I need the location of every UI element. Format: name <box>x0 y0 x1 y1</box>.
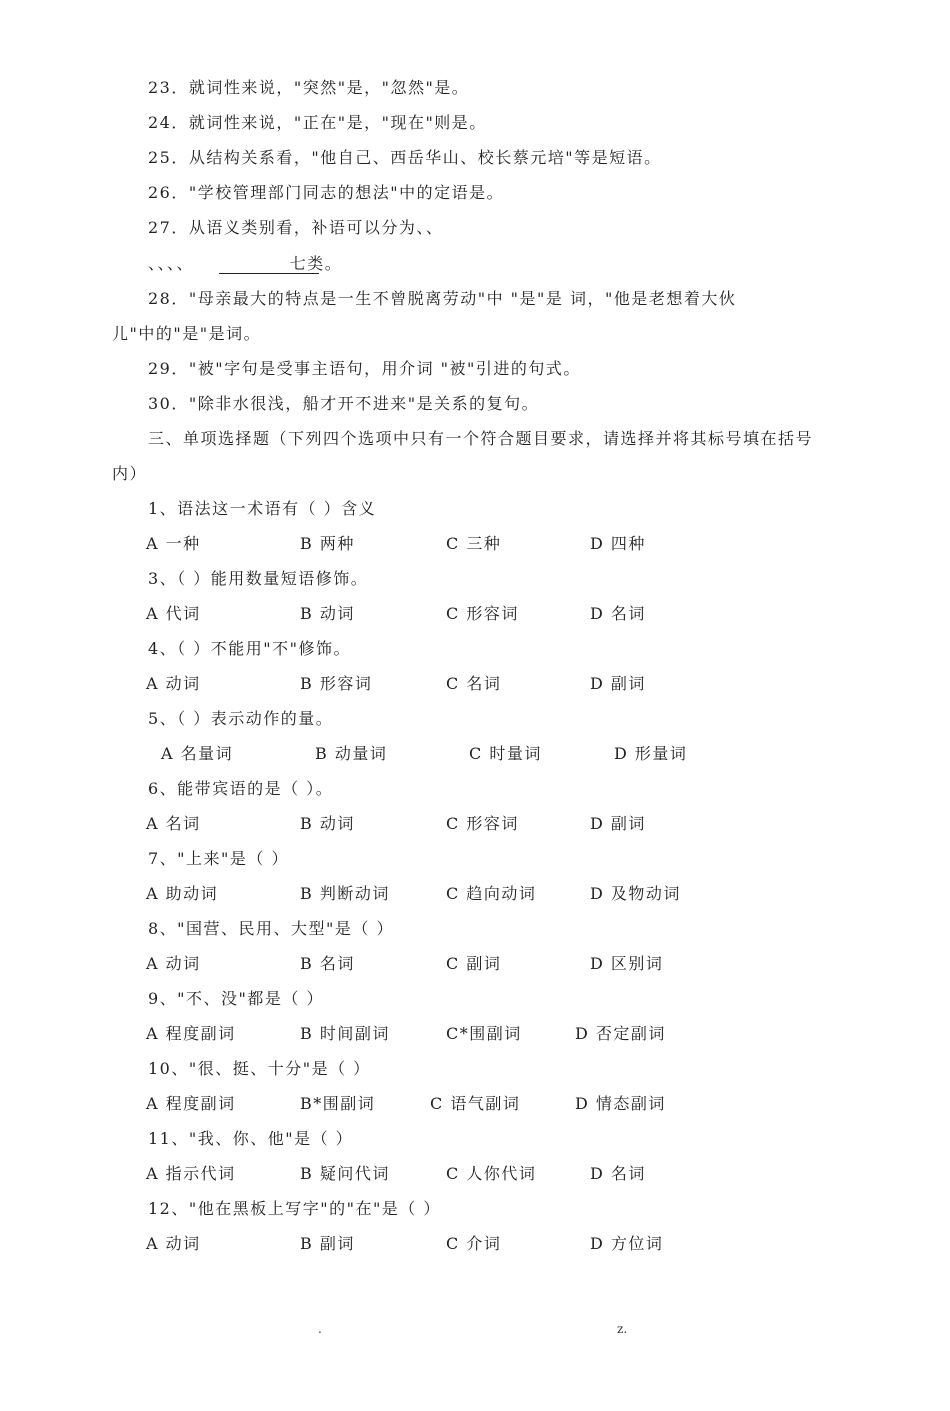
mc-question-4-option-d: D 副词 <box>590 674 646 693</box>
mc-question-11-stem: 11、"我、你、他"是（ ） <box>148 1129 354 1148</box>
mc-question-12-stem: 12、"他在黑板上写字"的"在"是（ ） <box>148 1199 441 1218</box>
mc-question-6-option-a: A 名词 <box>146 814 201 833</box>
mc-question-12-option-b: B 副词 <box>300 1234 355 1253</box>
question-27-suffix: 七类。 <box>289 254 343 273</box>
mc-question-5-option-a: A 名量词 <box>161 744 234 763</box>
mc-question-9-option-b: B 时间副词 <box>300 1024 390 1043</box>
mc-question-11-option-a: A 指示代词 <box>146 1164 236 1183</box>
question-27-commas: 、、、、 <box>148 254 195 273</box>
section-heading-cont: 内） <box>112 464 148 483</box>
mc-question-4-option-c: C 名词 <box>446 674 502 693</box>
mc-question-11-option-b: B 疑问代词 <box>300 1164 390 1183</box>
mc-question-10-stem: 10、"很、挺、十分"是（ ） <box>148 1059 371 1078</box>
mc-question-8-option-c: C 副词 <box>446 954 502 973</box>
mc-question-7-option-c: C 趋向动词 <box>446 884 537 903</box>
mc-question-4-option-a: A 动词 <box>146 674 201 693</box>
question-26: 26．"学校管理部门同志的想法"中的定语是。 <box>148 183 505 202</box>
mc-question-3-option-d: D 名词 <box>590 604 646 623</box>
mc-question-5-option-b: B 动量词 <box>315 744 388 763</box>
mc-question-11-option-c: C 人你代词 <box>446 1164 537 1183</box>
mc-question-3-option-c: C 形容词 <box>446 604 519 623</box>
mc-question-1-stem: 1、语法这一术语有（ ）含义 <box>148 499 377 518</box>
mc-question-10-option-a: A 程度副词 <box>146 1094 236 1113</box>
question-28-line2: 儿"中的"是"是词。 <box>112 324 262 343</box>
mc-question-4-option-b: B 形容词 <box>300 674 373 693</box>
mc-question-7-stem: 7、"上来"是（ ） <box>148 849 289 868</box>
mc-question-7-option-d: D 及物动词 <box>590 884 681 903</box>
question-25: 25．从结构关系看，"他自己、西岳华山、校长蔡元培"等是短语。 <box>148 148 662 167</box>
mc-question-10-option-d: D 情态副词 <box>575 1094 666 1113</box>
question-30: 30．"除非水很浅，船才开不进来"是关系的复句。 <box>148 394 540 413</box>
mc-question-1-option-d: D 四种 <box>590 534 646 553</box>
mc-question-12-option-a: A 动词 <box>146 1234 201 1253</box>
question-29: 29．"被"字句是受事主语句，用介词 "被"引进的句式。 <box>148 359 581 378</box>
mc-question-1-option-a: A 一种 <box>146 534 201 553</box>
footer-right-mark: z. <box>617 1322 628 1336</box>
mc-question-3-stem: 3、（ ）能用数量短语修饰。 <box>148 569 369 588</box>
mc-question-4-stem: 4、（ ）不能用"不"修饰。 <box>148 639 351 658</box>
question-27-line1: 27．从语义类别看，补语可以分为、、 <box>148 218 444 237</box>
mc-question-1-option-c: C 三种 <box>446 534 502 553</box>
mc-question-11-option-d: D 名词 <box>590 1164 646 1183</box>
mc-question-12-option-d: D 方位词 <box>590 1234 664 1253</box>
mc-question-5-stem: 5、（ ）表示动作的量。 <box>148 709 334 728</box>
mc-question-9-option-c: C*围副词 <box>446 1024 522 1043</box>
mc-question-7-option-b: B 判断动词 <box>300 884 390 903</box>
mc-question-9-option-d: D 否定副词 <box>575 1024 666 1043</box>
mc-question-6-option-b: B 动词 <box>300 814 355 833</box>
mc-question-8-option-a: A 动词 <box>146 954 201 973</box>
mc-question-3-option-a: A 代词 <box>146 604 201 623</box>
mc-question-7-option-a: A 助动词 <box>146 884 219 903</box>
mc-question-9-option-a: A 程度副词 <box>146 1024 236 1043</box>
mc-question-12-option-c: C 介词 <box>446 1234 502 1253</box>
question-23: 23．就词性来说，"突然"是，"忽然"是。 <box>148 78 470 97</box>
section-heading: 三、单项选择题（下列四个选项中只有一个符合题目要求，请选择并将其标号填在括号 <box>148 429 814 448</box>
mc-question-8-option-b: B 名词 <box>300 954 355 973</box>
question-28-line1: 28．"母亲最大的特点是一生不曾脱离劳动"中 "是"是 词，"他是老想着大伙 <box>148 289 737 308</box>
mc-question-10-option-b: B*围副词 <box>300 1094 376 1113</box>
question-27-line2 <box>148 254 342 274</box>
mc-question-3-option-b: B 动词 <box>300 604 355 623</box>
mc-question-6-option-c: C 形容词 <box>446 814 519 833</box>
mc-question-1-option-b: B 两种 <box>300 534 355 553</box>
mc-question-6-stem: 6、能带宾语的是（ ）。 <box>148 779 334 798</box>
mc-question-9-stem: 9、"不、没"都是（ ） <box>148 989 324 1008</box>
mc-question-10-option-c: C 语气副词 <box>430 1094 521 1113</box>
mc-question-8-stem: 8、"国营、民用、大型"是（ ） <box>148 919 394 938</box>
mc-question-6-option-d: D 副词 <box>590 814 646 833</box>
mc-question-5-option-d: D 形量词 <box>614 744 688 763</box>
question-24: 24．就词性来说，"正在"是，"现在"则是。 <box>148 113 487 132</box>
mc-question-8-option-d: D 区别词 <box>590 954 664 973</box>
mc-question-5-option-c: C 时量词 <box>469 744 542 763</box>
footer-left-mark: . <box>318 1322 322 1336</box>
